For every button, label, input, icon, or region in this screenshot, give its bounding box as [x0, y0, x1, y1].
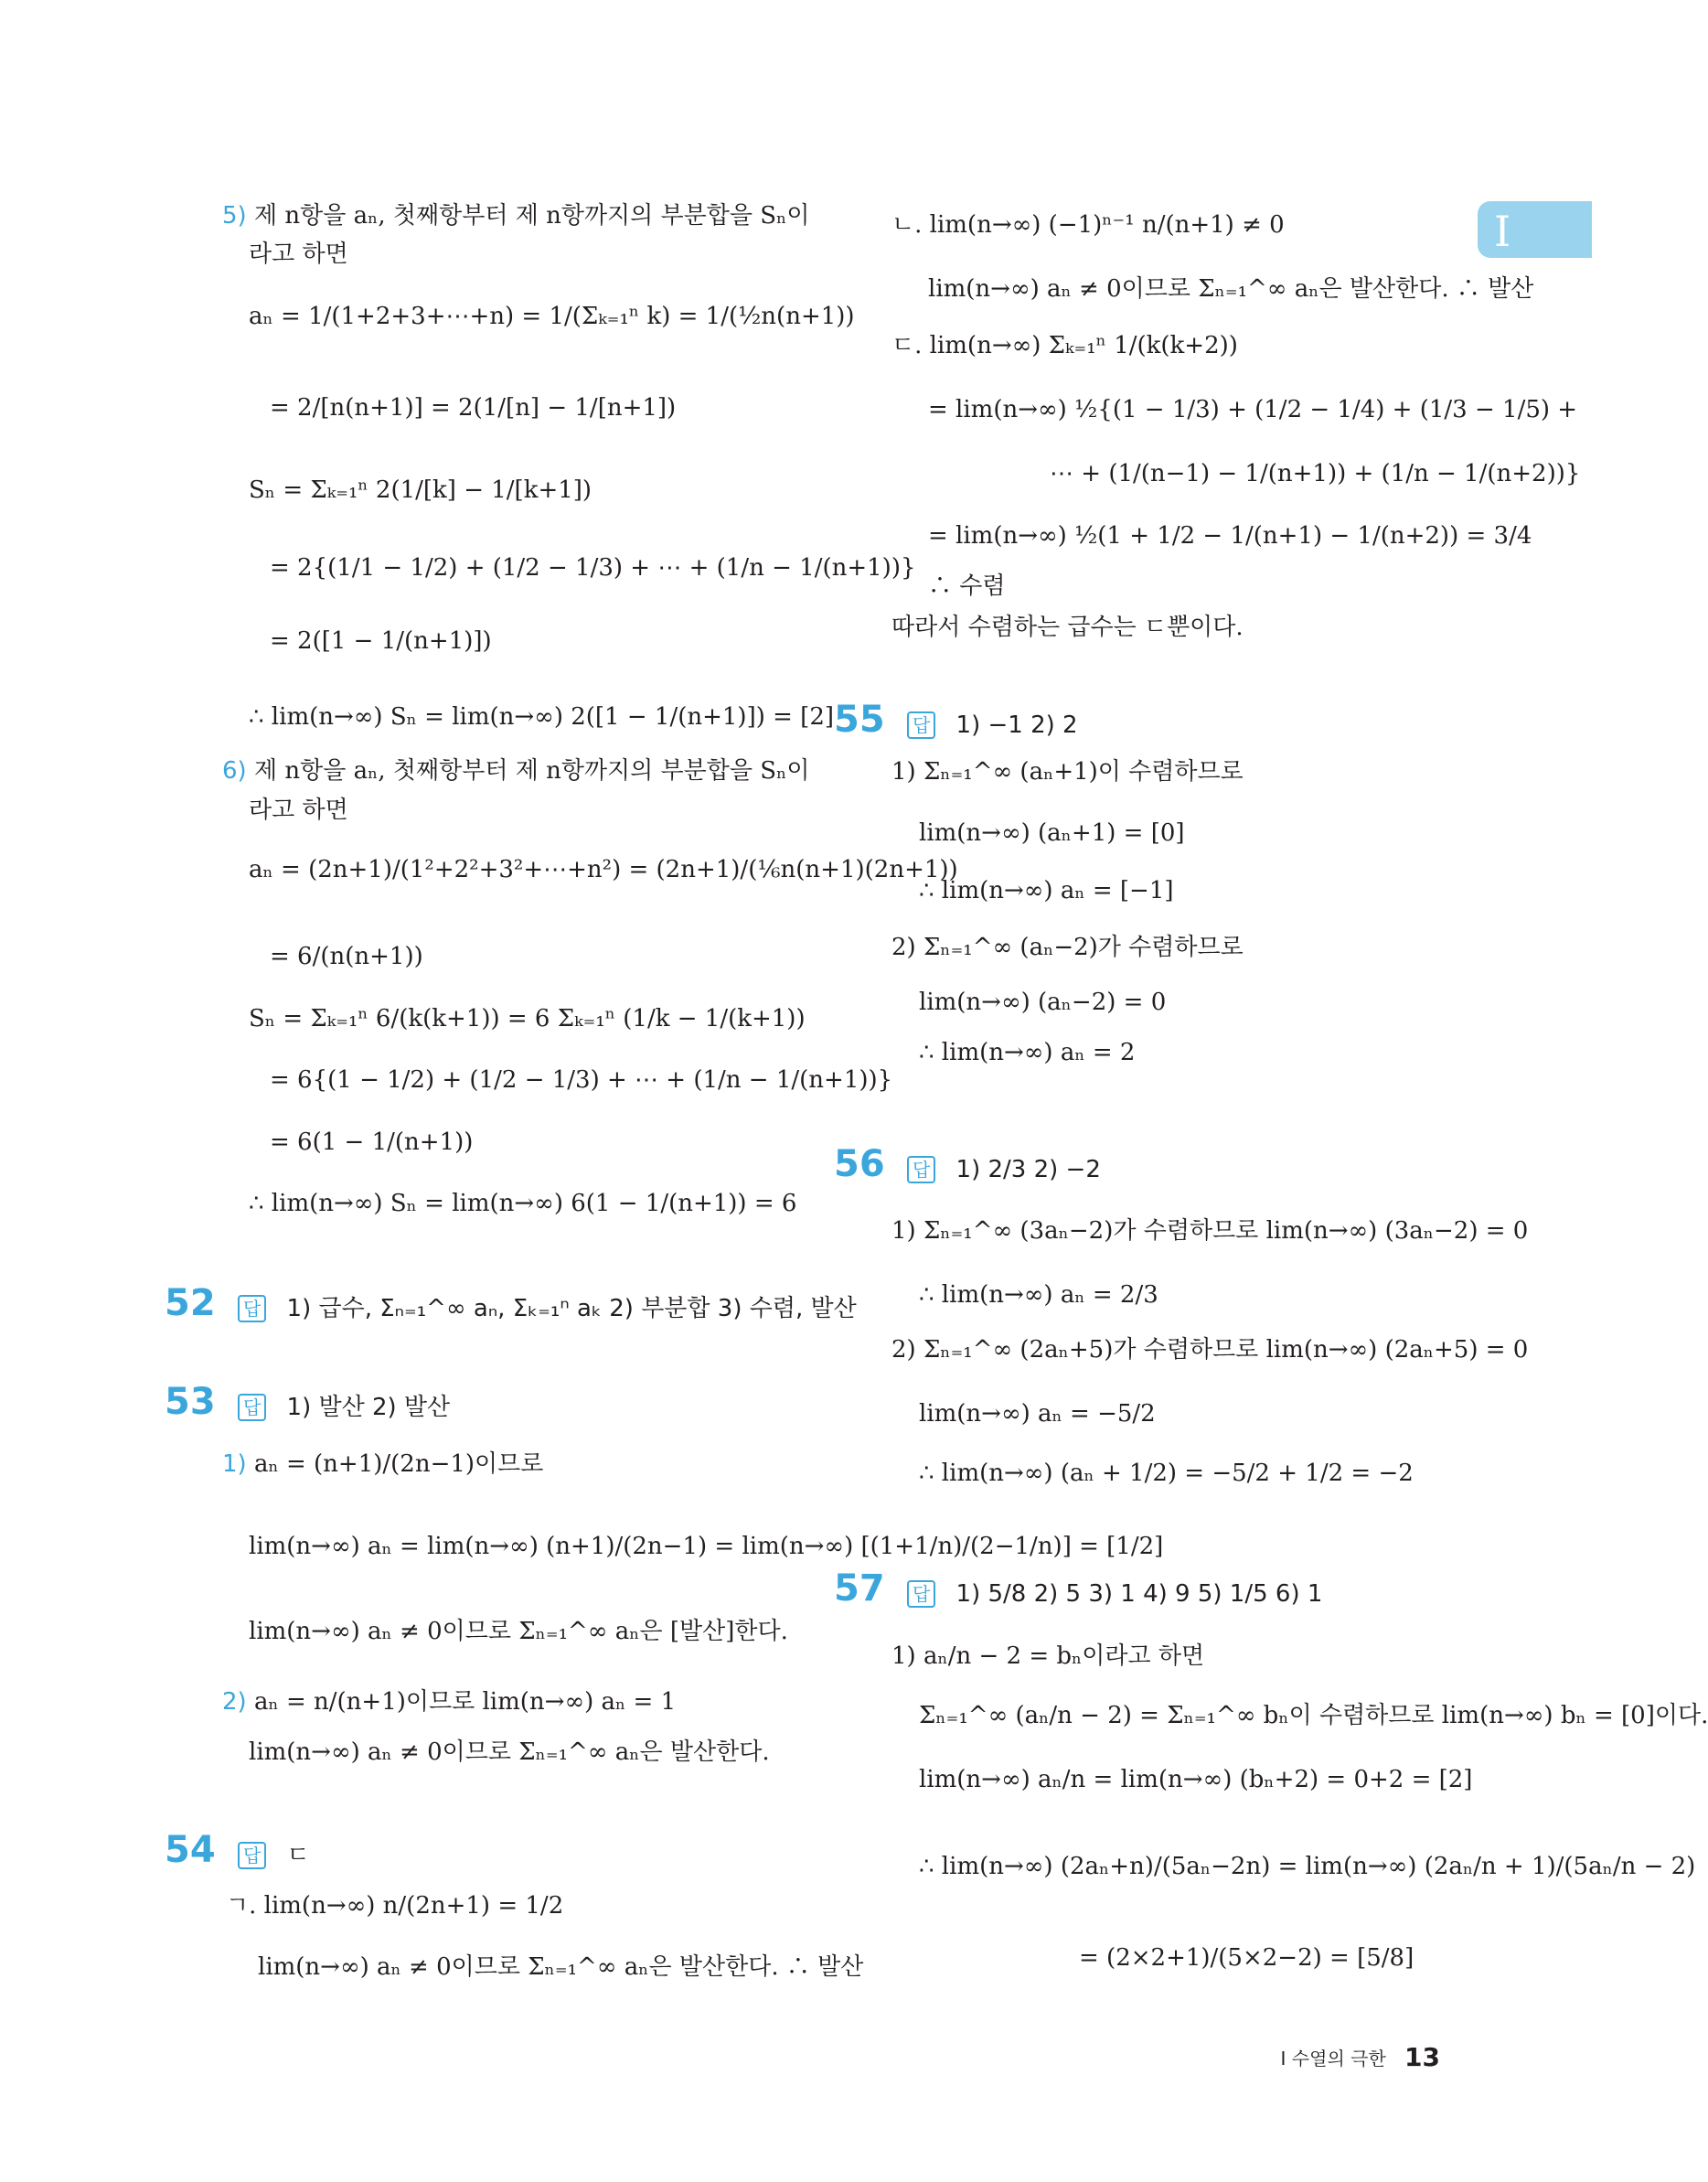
p51-6-line2: 라고 하면 [249, 797, 348, 824]
q55-2-line2: lim(n→∞) (aₙ−2) = 0 [919, 989, 1167, 1016]
q56-1-line2: ∴ lim(n→∞) aₙ = 2/3 [919, 1281, 1158, 1309]
p51-5-eq3: Sₙ = Σₖ₌₁ⁿ 2(1/[k] − 1/[k+1]) [249, 476, 592, 504]
q53-2-line1: 2) aₙ = n/(n+1)이므로 lim(n→∞) aₙ = 1 [222, 1688, 677, 1716]
q54-n-line1: ㄴ. lim(n→∞) (−1)ⁿ⁻¹ n/(n+1) ≠ 0 [891, 211, 1285, 239]
q55-1-line3: ∴ lim(n→∞) aₙ = [−1] [919, 877, 1174, 904]
p51-6-eq1: aₙ = (2n+1)/(1²+2²+3²+⋯+n²) = (2n+1)/(⅙n(n+1)(2n+1)) [249, 856, 958, 883]
q54-conclusion: 따라서 수렴하는 급수는 ㄷ뿐이다. [891, 614, 1244, 641]
p51-5-eq2: = 2/[n(n+1)] = 2(1/[n] − 1/[n+1]) [270, 394, 677, 422]
p51-5-eq5: = 2([1 − 1/(n+1)]) [270, 627, 492, 655]
q54-n-line2: lim(n→∞) aₙ ≠ 0이므로 Σₙ₌₁^∞ aₙ은 발산한다. ∴ 발산 [928, 275, 1534, 303]
q53-1-line1: 1) aₙ = (n+1)/(2n−1)이므로 [222, 1450, 544, 1478]
q55-1-line2: lim(n→∞) (aₙ+1) = [0] [919, 819, 1185, 847]
q56-2-line2: lim(n→∞) aₙ = −5/2 [919, 1400, 1156, 1428]
q55-header: 55 답 1) −1 2) 2 [834, 699, 1078, 741]
q57-1-line1: 1) aₙ/n − 2 = bₙ이라고 하면 [891, 1642, 1205, 1670]
q56-header: 56 답 1) 2/3 2) −2 [834, 1143, 1101, 1185]
q53-2-line2: lim(n→∞) aₙ ≠ 0이므로 Σₙ₌₁^∞ aₙ은 발산한다. [249, 1738, 770, 1766]
p51-5-line1: 5) 제 n항을 aₙ, 첫째항부터 제 n항까지의 부분합을 Sₙ이 [222, 202, 810, 230]
q57-header: 57 답 1) 5/8 2) 5 3) 1 4) 9 5) 1/5 6) 1 [834, 1567, 1323, 1610]
footer-chapter: I 수열의 극한 [1280, 2048, 1386, 2070]
q54-d-line5: ∴ 수렴 [928, 572, 1006, 600]
q53-1-line3: lim(n→∞) aₙ ≠ 0이므로 Σₙ₌₁^∞ aₙ은 [발산]한다. [249, 1618, 788, 1645]
q52-header: 52 답 1) 급수, Σₙ₌₁^∞ aₙ, Σₖ₌₁ⁿ aₖ 2) 부분합 3) 수렴, 발산 [165, 1282, 857, 1324]
q54-d-line3: ⋯ + (1/(n−1) − 1/(n+1)) + (1/n − 1/(n+2))} [1050, 460, 1581, 487]
p51-5-line2: 라고 하면 [249, 241, 348, 268]
q57-1-line3: lim(n→∞) aₙ/n = lim(n→∞) (bₙ+2) = 0+2 = [2] [919, 1766, 1473, 1793]
p51-5-eq4: = 2{(1/1 − 1/2) + (1/2 − 1/3) + ⋯ + (1/n − 1/(n+1))} [270, 554, 916, 582]
p51-6-eq5: = 6(1 − 1/(n+1)) [270, 1128, 474, 1156]
q54-header: 54 답 ㄷ [165, 1829, 310, 1871]
p51-5-eq1: aₙ = 1/(1+2+3+⋯+n) = 1/(Σₖ₌₁ⁿ k) = 1/(½n(n+1)) [249, 303, 855, 330]
q57-1-line5: = (2×2+1)/(5×2−2) = [5/8] [1079, 1944, 1414, 1972]
q55-1-line1: 1) Σₙ₌₁^∞ (aₙ+1)이 수렴하므로 [891, 758, 1244, 786]
p51-6-eq3: Sₙ = Σₖ₌₁ⁿ 6/(k(k+1)) = 6 Σₖ₌₁ⁿ (1/k − 1/(k+1)) [249, 1005, 806, 1032]
p51-6-eq2: = 6/(n(n+1)) [270, 943, 423, 970]
page-number: 13 [1404, 2042, 1440, 2072]
q57-1-line4: ∴ lim(n→∞) (2aₙ+n)/(5aₙ−2n) = lim(n→∞) (2aₙ/n + 1)/(5aₙ/n − 2) [919, 1853, 1696, 1880]
page-footer [1281, 2042, 1440, 2072]
p51-6-line1: 6) 제 n항을 aₙ, 첫째항부터 제 n항까지의 부분합을 Sₙ이 [222, 757, 810, 785]
q57-1-line2: Σₙ₌₁^∞ (aₙ/n − 2) = Σₙ₌₁^∞ bₙ이 수렴하므로 lim(n→∞) bₙ = [0]이다. [919, 1702, 1708, 1729]
q56-1-line1: 1) Σₙ₌₁^∞ (3aₙ−2)가 수렴하므로 lim(n→∞) (3aₙ−2) = 0 [891, 1217, 1529, 1245]
q53-header: 53 답 1) 발산 2) 발산 [165, 1381, 451, 1423]
p51-6-eq6: ∴ lim(n→∞) Sₙ = lim(n→∞) 6(1 − 1/(n+1)) = 6 [249, 1190, 797, 1217]
q54-d-line4: = lim(n→∞) ½(1 + 1/2 − 1/(n+1) − 1/(n+2)) = 3/4 [928, 522, 1532, 550]
q55-2-line3: ∴ lim(n→∞) aₙ = 2 [919, 1039, 1136, 1066]
q56-2-line3: ∴ lim(n→∞) (aₙ + 1/2) = −5/2 + 1/2 = −2 [919, 1460, 1414, 1487]
q53-1-line2: lim(n→∞) aₙ = lim(n→∞) (n+1)/(2n−1) = lim(n→∞) [(1+1/n)/(2−1/n)] = [1/2] [249, 1533, 1164, 1560]
q55-2-line1: 2) Σₙ₌₁^∞ (aₙ−2)가 수렴하므로 [891, 934, 1244, 961]
chapter-tab-label: I [1494, 207, 1511, 256]
p51-5-eq6: ∴ lim(n→∞) Sₙ = lim(n→∞) 2([1 − 1/(n+1)]) = [2] [249, 703, 835, 731]
q56-2-line1: 2) Σₙ₌₁^∞ (2aₙ+5)가 수렴하므로 lim(n→∞) (2aₙ+5) = 0 [891, 1336, 1529, 1364]
chapter-tab [1478, 201, 1592, 258]
q54-d-line2: = lim(n→∞) ½{(1 − 1/3) + (1/2 − 1/4) + (1/3 − 1/5) + [928, 396, 1578, 423]
q54-d-line1: ㄷ. lim(n→∞) Σₖ₌₁ⁿ 1/(k(k+2)) [891, 332, 1238, 359]
p51-6-eq4: = 6{(1 − 1/2) + (1/2 − 1/3) + ⋯ + (1/n − 1/(n+1))} [270, 1066, 893, 1094]
q54-g-line1: ㄱ. lim(n→∞) n/(2n+1) = 1/2 [226, 1892, 564, 1920]
q54-g-line2: lim(n→∞) aₙ ≠ 0이므로 Σₙ₌₁^∞ aₙ은 발산한다. ∴ 발산 [258, 1953, 864, 1981]
